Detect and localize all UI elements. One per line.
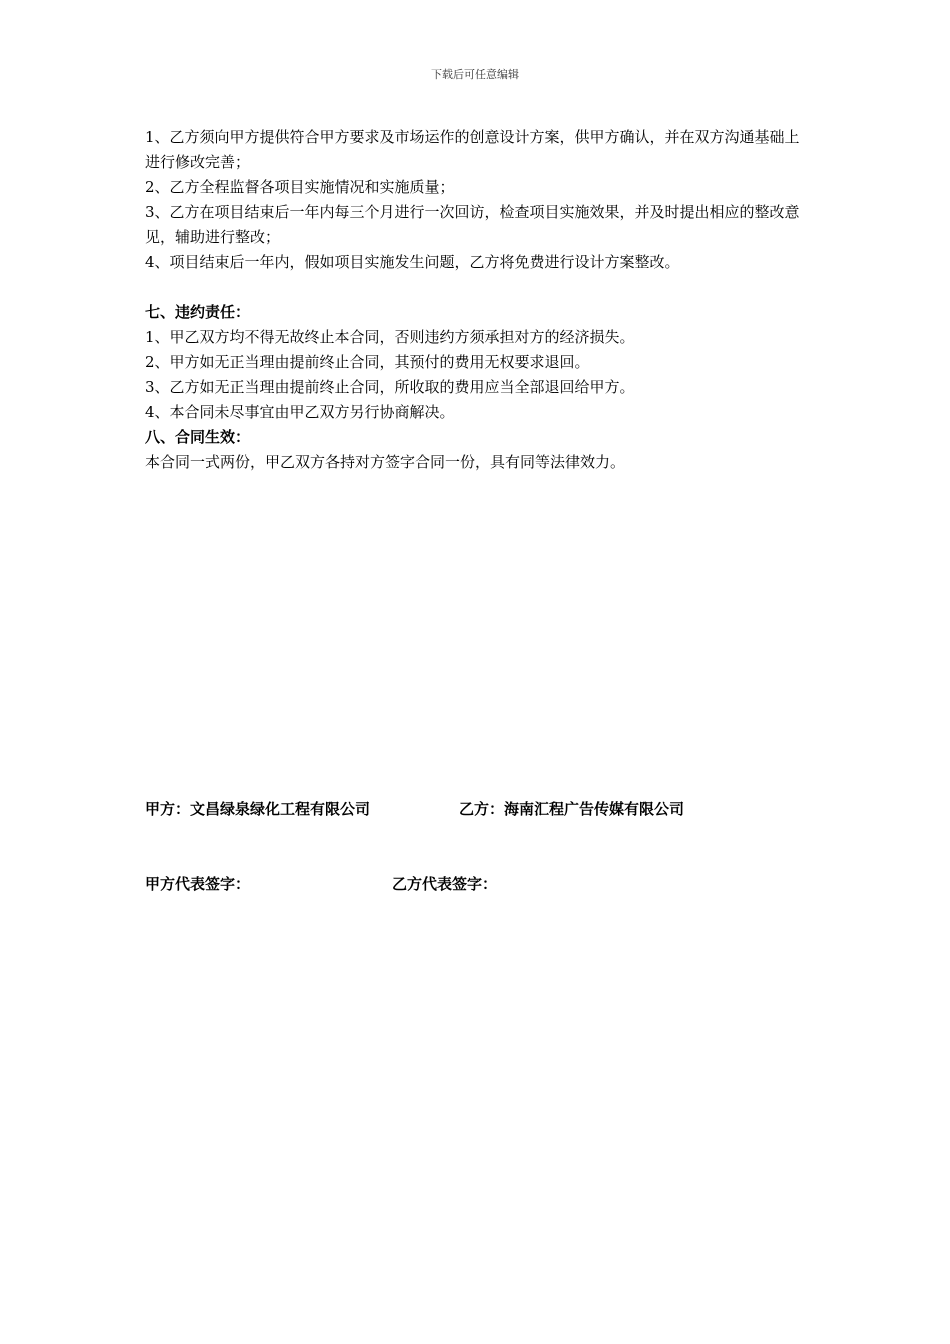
section8-text: 本合同一式两份，甲乙双方各持对方签字合同一份，具有同等法律效力。 — [145, 453, 626, 471]
section6-item-3: 3、乙方在项目结束后一年内每三个月进行一次回访，检查项目实施效果，并及时提出相应的整改意见，辅助进行整改； — [145, 203, 800, 246]
section7-item-3: 3、乙方如无正当理由提前终止合同，所收取的费用应当全部退回给甲方。 — [145, 378, 635, 396]
section6-item-1: 1、乙方须向甲方提供符合甲方要求及市场运作的创意设计方案，供甲方确认，并在双方沟通基础上进行修改完善； — [145, 128, 800, 171]
section7-item-2: 2、甲方如无正当理由提前终止合同，其预付的费用无权要求退回。 — [145, 353, 590, 371]
section7-title: 七、违约责任： — [145, 303, 251, 321]
paragraph-gap — [145, 275, 810, 300]
party-b-name: 乙方：海南汇程广告传媒有限公司 — [459, 800, 685, 818]
contract-body — [145, 125, 810, 475]
party-a-signature-label: 甲方代表签字： — [145, 875, 251, 893]
section7-item-4: 4、本合同未尽事宜由甲乙双方另行协商解决。 — [145, 403, 455, 421]
section6-item-4: 4、项目结束后一年内，假如项目实施发生问题，乙方将免费进行设计方案整改。 — [145, 253, 680, 271]
party-b-signature-label: 乙方代表签字： — [392, 875, 498, 893]
page-header: 下载后可任意编辑 — [431, 68, 519, 81]
section8-title: 八、合同生效： — [145, 428, 251, 446]
section6-item-2: 2、乙方全程监督各项目实施情况和实施质量； — [145, 178, 455, 196]
section7-item-1: 1、甲乙双方均不得无故终止本合同，否则违约方须承担对方的经济损失。 — [145, 328, 635, 346]
party-a-name: 甲方：文昌绿泉绿化工程有限公司 — [145, 800, 371, 818]
